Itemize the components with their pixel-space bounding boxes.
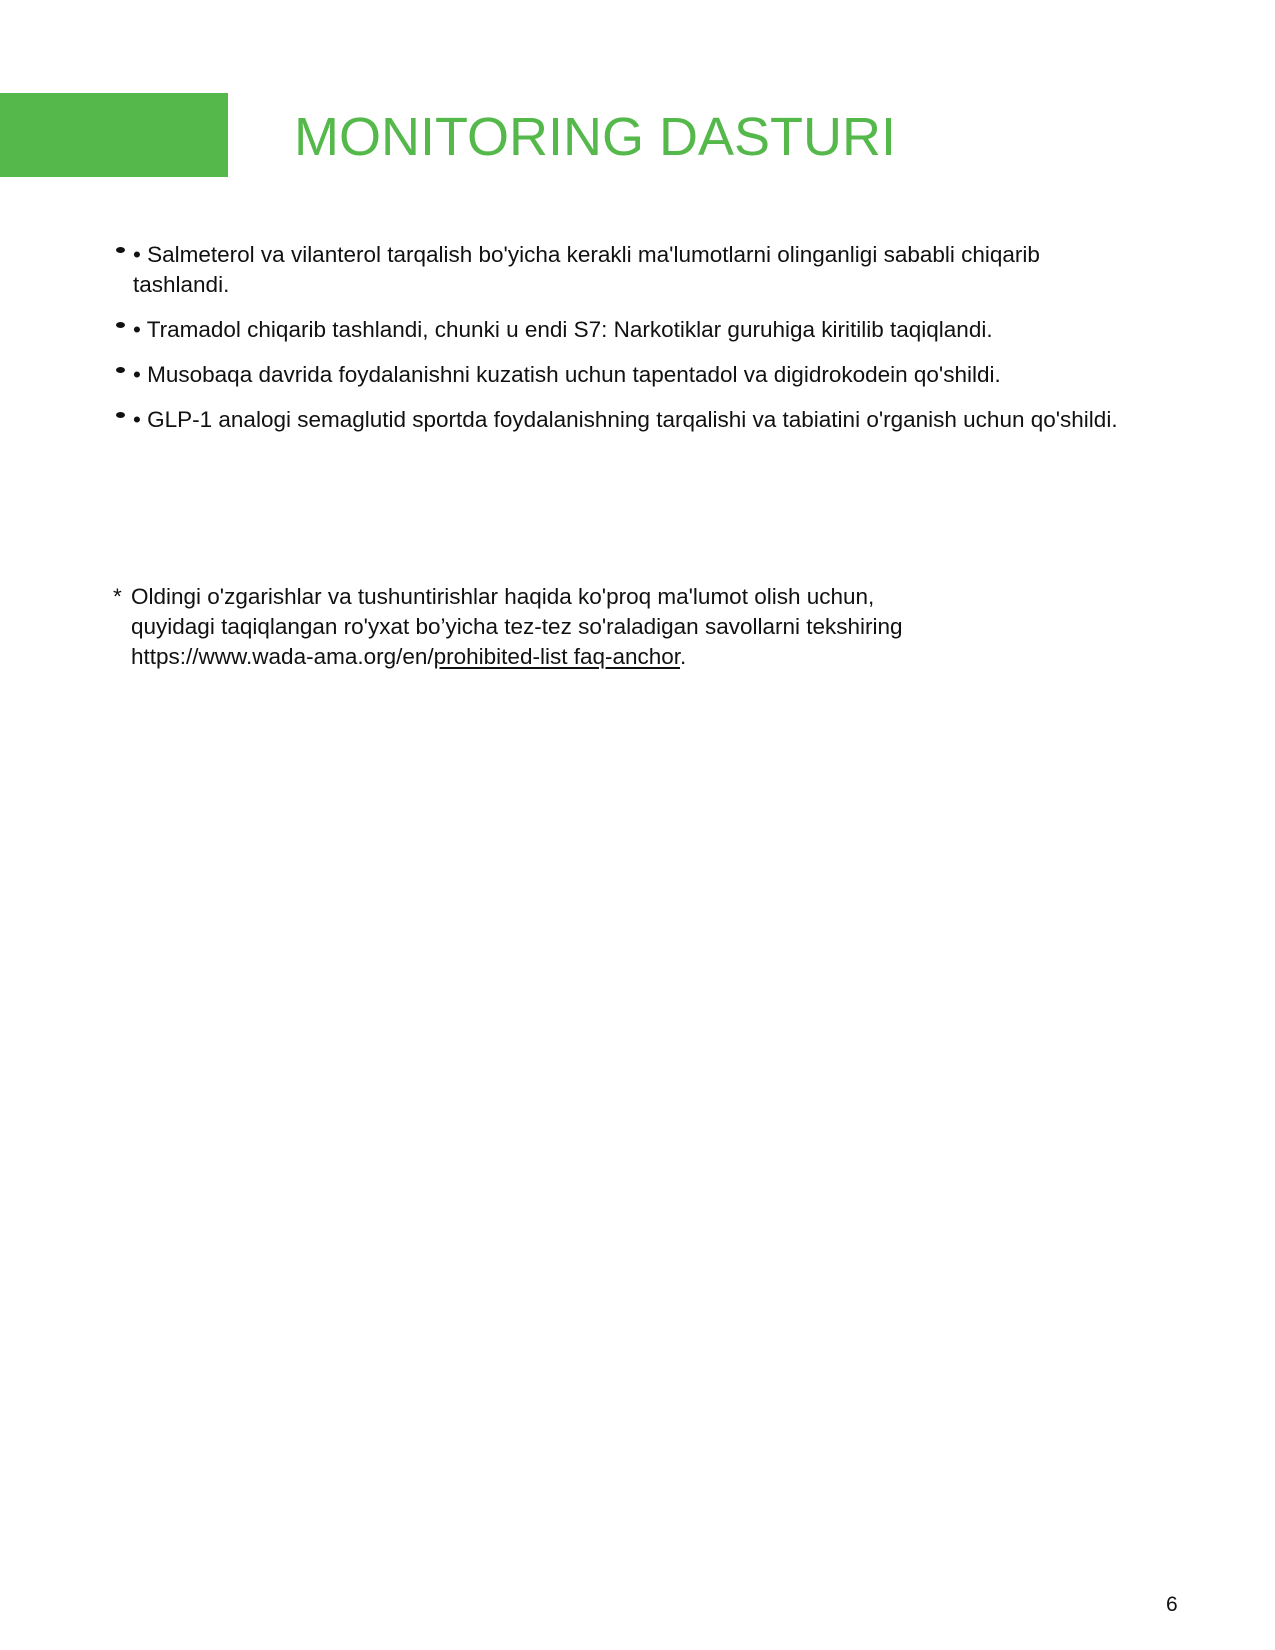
header-accent-bar (0, 93, 228, 177)
bullet-icon (116, 247, 125, 253)
faq-link[interactable]: prohibited-list faq-anchor (433, 644, 681, 669)
page-title: MONITORING DASTURI (294, 107, 897, 167)
page-number: 6 (1166, 1593, 1178, 1616)
footnote-marker: * (113, 584, 122, 609)
list-item (113, 360, 1133, 390)
list-item-text: • Salmeterol va vilanterol tarqalish bo'yicha kerakli ma'lumotlarni olinganligi sababli chiqarib tashlandi. (133, 242, 1040, 297)
footnote-line: quyidagi taqiqlangan ro'yxat bo’yicha tez-tez so'raladigan savollarni tekshiring (131, 614, 903, 639)
footnote-line: Oldingi o'zgarishlar va tushuntirishlar haqida ko'proq ma'lumot olish uchun, (131, 584, 875, 609)
footnote-url-line (131, 642, 1133, 672)
changes-list (113, 240, 1133, 450)
list-item (113, 240, 1133, 300)
url-suffix: . (680, 644, 687, 669)
list-item-text: • GLP-1 analogi semaglutid sportda foydalanishning tarqalishi va tabiatini o'rganish uchun qo'shildi. (133, 407, 1118, 432)
list-item-text: • Tramadol chiqarib tashlandi, chunki u endi S7: Narkotiklar guruhiga kiritilib taqiqlandi. (133, 317, 993, 342)
list-item (113, 405, 1133, 435)
list-item (113, 315, 1133, 345)
bullet-icon (116, 322, 125, 328)
list-item-text: • Musobaqa davrida foydalanishni kuzatish uchun tapentadol va digidrokodein qo'shildi. (133, 362, 1001, 387)
url-prefix: https://www.wada-ama.org/en/ (131, 644, 434, 669)
footnote-body (131, 582, 1133, 672)
footnote (113, 582, 1133, 672)
bullet-icon (116, 412, 125, 418)
bullet-icon (116, 367, 125, 373)
